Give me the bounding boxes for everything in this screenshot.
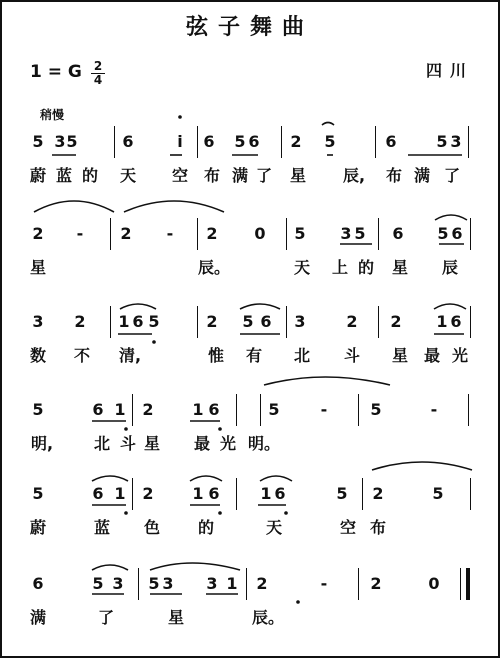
- final-barline: [466, 568, 470, 600]
- note: 0: [254, 224, 266, 243]
- note: 6: [385, 132, 397, 151]
- note: 1: [192, 484, 204, 503]
- note: 5: [32, 400, 44, 419]
- note: 5: [436, 132, 448, 151]
- note: i: [177, 132, 183, 151]
- note: 2: [206, 312, 218, 331]
- barline: [197, 218, 198, 250]
- note: 2: [390, 312, 402, 331]
- barline: [110, 306, 111, 338]
- lyric: 辰。: [251, 608, 285, 627]
- note: -: [320, 574, 328, 593]
- lyric: 空: [171, 166, 189, 185]
- lyric: 辰,: [342, 166, 366, 185]
- note: 6: [451, 224, 463, 243]
- tempo-marking: 稍慢: [40, 108, 65, 122]
- note: 0: [428, 574, 440, 593]
- note: 3: [206, 574, 218, 593]
- note: 6: [92, 400, 104, 419]
- note: 6: [32, 574, 44, 593]
- score-line-6: [2, 574, 498, 658]
- note: 5: [148, 574, 160, 593]
- lyric: 布: [369, 518, 387, 537]
- barline: [246, 568, 247, 600]
- lyric: 斗: [343, 346, 361, 365]
- note: 5: [66, 132, 78, 151]
- note: 5: [32, 132, 44, 151]
- barline: [110, 218, 111, 250]
- lyric: 明。: [247, 434, 281, 453]
- barline: [470, 478, 471, 510]
- note: 3: [340, 224, 352, 243]
- lyric: 星: [391, 258, 409, 277]
- lyric: 满: [29, 608, 47, 627]
- lyric: 辰。: [197, 258, 231, 277]
- lyric: 布: [385, 166, 403, 185]
- lyric: 满: [413, 166, 431, 185]
- note: -: [430, 400, 438, 419]
- barline: [286, 218, 287, 250]
- note: 1: [118, 312, 130, 331]
- note: 5: [432, 484, 444, 503]
- barline: [260, 394, 261, 426]
- note: 6: [392, 224, 404, 243]
- lyric: 了: [443, 166, 461, 185]
- barline: [470, 306, 471, 338]
- barline: [468, 126, 469, 158]
- note: 2: [74, 312, 86, 331]
- note: 2: [346, 312, 358, 331]
- notes-row: [2, 224, 498, 252]
- barline: [132, 394, 133, 426]
- note: 5: [268, 400, 280, 419]
- note: 2: [290, 132, 302, 151]
- lyric: 蔚: [29, 518, 47, 537]
- time-signature-top: 2: [93, 59, 103, 73]
- note: 6: [92, 484, 104, 503]
- score-line-3: [2, 312, 498, 396]
- barline: [468, 394, 469, 426]
- lyric: 空: [339, 518, 357, 537]
- note: -: [320, 400, 328, 419]
- notes-row: [2, 312, 498, 340]
- lyric: 辰: [441, 258, 459, 277]
- barline: [114, 126, 115, 158]
- barline: [197, 306, 198, 338]
- lyric: 斗: [119, 434, 137, 453]
- barline: [460, 568, 461, 600]
- lyrics-row: [2, 608, 498, 636]
- time-signature: [91, 60, 105, 87]
- lyric: 天: [293, 258, 311, 277]
- note: 3: [32, 312, 44, 331]
- note: 5: [242, 312, 254, 331]
- barline: [281, 126, 282, 158]
- lyric: 色: [143, 518, 161, 537]
- note: 6: [450, 312, 462, 331]
- barline: [378, 306, 379, 338]
- lyric: 蓝: [55, 166, 73, 185]
- barline: [197, 126, 198, 158]
- note: 3: [162, 574, 174, 593]
- lyric: 数: [29, 346, 47, 365]
- lyrics-row: [2, 346, 498, 374]
- barline: [470, 218, 471, 250]
- lyric: 有: [245, 346, 263, 365]
- note: 6: [208, 484, 220, 503]
- notes-row: [2, 484, 498, 512]
- barline: [378, 218, 379, 250]
- lyric: 的: [81, 166, 99, 185]
- lyrics-row: [2, 258, 498, 286]
- lyrics-row: [2, 166, 498, 194]
- note: 6: [203, 132, 215, 151]
- note: 1: [226, 574, 238, 593]
- lyric: 光: [451, 346, 469, 365]
- lyric: 布: [203, 166, 221, 185]
- note: 1: [114, 484, 126, 503]
- note: 6: [274, 484, 286, 503]
- lyric: 蔚: [29, 166, 47, 185]
- note: 6: [248, 132, 260, 151]
- note: 5: [92, 574, 104, 593]
- lyric: 的: [197, 518, 215, 537]
- lyric: 惟: [207, 346, 225, 365]
- note: 2: [206, 224, 218, 243]
- note: 5: [234, 132, 246, 151]
- note: 1: [192, 400, 204, 419]
- barline: [236, 394, 237, 426]
- note: 5: [370, 400, 382, 419]
- note: 3: [450, 132, 462, 151]
- lyric: 星: [391, 346, 409, 365]
- lyric: 蓝: [93, 518, 111, 537]
- note: 5: [324, 132, 336, 151]
- note: 5: [294, 224, 306, 243]
- lyric: 星: [29, 258, 47, 277]
- barline: [138, 568, 139, 600]
- lyrics-row: [2, 518, 498, 546]
- lyric: 满: [231, 166, 249, 185]
- barline: [358, 568, 359, 600]
- score-line-1: [2, 132, 498, 216]
- notes-row: [2, 574, 498, 602]
- lyric: 上: [331, 258, 349, 277]
- lyric: 不: [73, 346, 91, 365]
- note: 2: [370, 574, 382, 593]
- score-line-5: [2, 484, 498, 568]
- lyric: 最: [423, 346, 441, 365]
- notes-row: [2, 400, 498, 428]
- note: 3: [54, 132, 66, 151]
- lyric: 星: [143, 434, 161, 453]
- lyric: 星: [167, 608, 185, 627]
- lyric: 光: [219, 434, 237, 453]
- note: 2: [256, 574, 268, 593]
- lyric: 北: [293, 346, 311, 365]
- note: 5: [437, 224, 449, 243]
- note: 1: [114, 400, 126, 419]
- lyric: 天: [119, 166, 137, 185]
- note: 5: [336, 484, 348, 503]
- note: 3: [112, 574, 124, 593]
- note: 2: [32, 224, 44, 243]
- note: 2: [120, 224, 132, 243]
- time-signature-bottom: 4: [91, 73, 105, 87]
- song-origin: 四川: [426, 61, 475, 80]
- barline: [358, 394, 359, 426]
- note: 1: [436, 312, 448, 331]
- barline: [236, 478, 237, 510]
- note: 6: [260, 312, 272, 331]
- barline: [132, 478, 133, 510]
- note: 3: [294, 312, 306, 331]
- barline: [286, 306, 287, 338]
- lyric: 的: [357, 258, 375, 277]
- lyric: 了: [255, 166, 273, 185]
- note: 2: [372, 484, 384, 503]
- lyric: 清,: [118, 346, 142, 365]
- note: -: [166, 224, 174, 243]
- barline: [362, 478, 363, 510]
- lyrics-row: [2, 434, 498, 462]
- note: 6: [122, 132, 134, 151]
- barline: [375, 126, 376, 158]
- note: 6: [132, 312, 144, 331]
- note: -: [76, 224, 84, 243]
- note: 5: [148, 312, 160, 331]
- song-title: 弦子舞曲: [185, 15, 314, 40]
- note: 1: [260, 484, 272, 503]
- lyric: 天: [265, 518, 283, 537]
- note: 5: [32, 484, 44, 503]
- note: 6: [208, 400, 220, 419]
- notes-row: [2, 132, 498, 160]
- lyric: 北: [93, 434, 111, 453]
- score-line-2: [2, 224, 498, 308]
- key-signature: 1 = G: [30, 62, 82, 82]
- note: 5: [354, 224, 366, 243]
- lyric: 明,: [30, 434, 54, 453]
- score-line-4: [2, 400, 498, 484]
- note: 2: [142, 400, 154, 419]
- lyric: 星: [289, 166, 307, 185]
- note: 2: [142, 484, 154, 503]
- lyric: 最: [193, 434, 211, 453]
- lyric: 了: [97, 608, 115, 627]
